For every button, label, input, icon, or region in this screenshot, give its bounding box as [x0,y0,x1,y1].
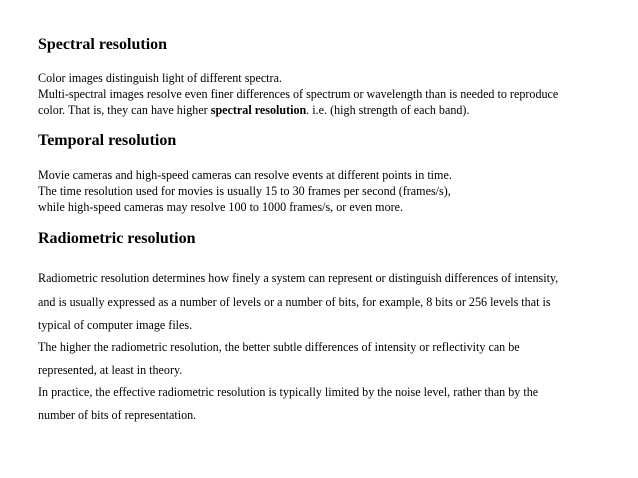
radiometric-line-3: typical of computer image files. [38,318,193,332]
spectral-resolution-heading: Spectral resolution [38,36,168,53]
radiometric-line-6: In practice, the effective radiometric resolution is typically limited by the noise level, rather than by the [38,385,539,399]
radiometric-resolution-heading: Radiometric resolution [38,230,196,247]
spectral-line-1: Color images distinguish light of different spectra. [38,71,282,85]
spectral-line-3-after: . i.e. (high strength of each band). [306,103,470,117]
spectral-line-3 [38,103,469,117]
radiometric-line-7: number of bits of representation. [38,408,197,422]
temporal-resolution-heading: Temporal resolution [38,132,177,149]
temporal-line-2: The time resolution used for movies is usually 15 to 30 frames per second (frames/s), [38,184,451,198]
radiometric-line-5: represented, at least in theory. [38,363,183,377]
radiometric-line-1: Radiometric resolution determines how finely a system can represent or distinguish differences of intensity, [38,271,559,285]
radiometric-line-2: and is usually expressed as a number of levels or a number of bits, for example, 8 bits or 256 levels that is [38,295,551,309]
spectral-line-2: Multi-spectral images resolve even finer differences of spectrum or wavelength than is needed to reproduce [38,87,559,101]
temporal-line-1: Movie cameras and high-speed cameras can resolve events at different points in time. [38,168,452,182]
spectral-line-3-before: color. That is, they can have higher [38,103,211,117]
radiometric-line-4: The higher the radiometric resolution, the better subtle differences of intensity or reflectivity can be [38,340,520,354]
temporal-line-3: while high-speed cameras may resolve 100 to 1000 frames/s, or even more. [38,200,404,214]
spectral-resolution-bold-term: spectral resolution [210,103,307,117]
